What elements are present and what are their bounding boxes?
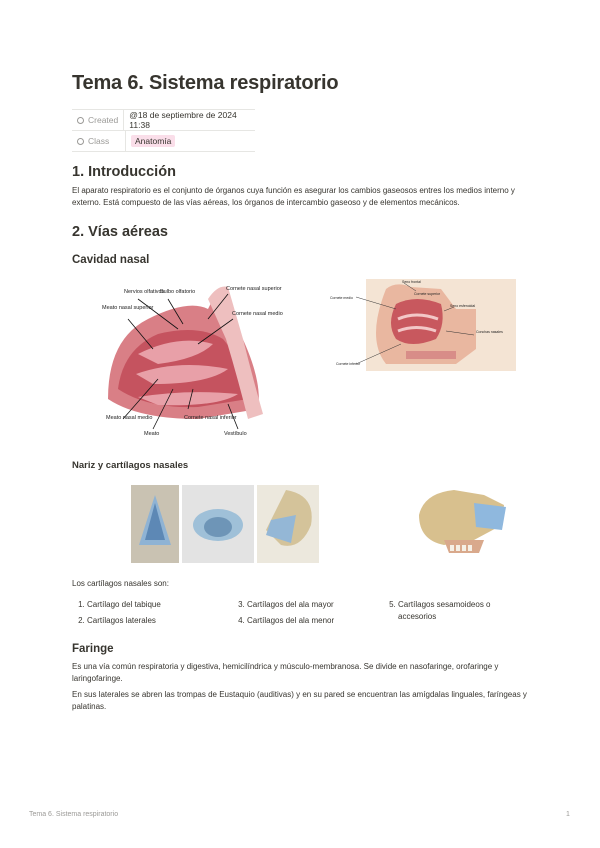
cartilage-list-col2 bbox=[233, 597, 397, 629]
page-title: Tema 6. Sistema respiratorio bbox=[72, 72, 339, 94]
fig1-label: Nervios olfativos bbox=[124, 289, 165, 295]
fig1-label: Cornete nasal medio bbox=[232, 311, 283, 317]
heading-cavidad-nasal: Cavidad nasal bbox=[72, 254, 150, 266]
fig1-label: Cornete nasal inferior bbox=[184, 415, 237, 421]
fig2-label: Cornete medio bbox=[330, 296, 353, 300]
property-row-class bbox=[72, 131, 255, 152]
fig1-label: Bulbo olfatorio bbox=[160, 289, 196, 295]
fig2-label: Cornete inferior bbox=[336, 362, 361, 366]
cartilage-list-col3 bbox=[384, 597, 528, 623]
nasal-cartilage-photos bbox=[131, 485, 319, 563]
list-icon bbox=[77, 138, 84, 145]
property-key: Class bbox=[72, 131, 126, 151]
property-row-created bbox=[72, 110, 255, 131]
fig2-label: Seno esfenoidal bbox=[450, 304, 476, 308]
property-value[interactable] bbox=[126, 136, 175, 146]
heading-faringe: Faringe bbox=[72, 643, 114, 655]
intro-paragraph: El aparato respiratorio es el conjunto de órganos cuya función es asegurar los cambios gaseosos entres los medios interno y externo. Está compuesto de las vías aéreas, los órganos de intercambio gaseoso y de elementos mecánicos. bbox=[72, 186, 515, 207]
list-item: 5. Cartílagos sesamoideos o accesorios bbox=[398, 599, 528, 623]
cartilage-list-col1 bbox=[73, 597, 237, 629]
faringe-paragraph-2: En sus laterales se abren las trompas de Eustaquio (auditivas) y en su pared se encuentran las amígdalas linguales, faríngeas y palatinas. bbox=[72, 690, 527, 711]
property-value[interactable]: @18 de septiembre de 2024 11:38 bbox=[129, 110, 237, 130]
fig1-label: Cornete nasal superior bbox=[226, 286, 282, 292]
fig2-label: Cornete superior bbox=[414, 292, 441, 296]
cartilagos-intro: Los cartílagos nasales son: bbox=[72, 579, 169, 588]
head-section-figure bbox=[326, 279, 516, 371]
heading-nariz-cartilagos: Nariz y cartílagos nasales bbox=[72, 460, 189, 471]
skull-cartilage-figure bbox=[414, 485, 510, 557]
list-item: 3. Cartílagos del ala mayor bbox=[247, 597, 397, 613]
fig1-label: Meato bbox=[144, 431, 160, 437]
list-item: 1. Cartílago del tabique bbox=[87, 597, 237, 613]
fig2-label: Seno frontal bbox=[402, 280, 421, 284]
clock-icon bbox=[77, 117, 84, 124]
fig2-label: Conchas nasales bbox=[476, 330, 503, 334]
properties-table bbox=[72, 109, 255, 152]
fig1-label: Meato nasal superior bbox=[102, 305, 154, 311]
list-item: 4. Cartílagos del ala menor bbox=[247, 613, 397, 629]
fig1-label: Meato nasal medio bbox=[106, 415, 153, 421]
page-number: 1 bbox=[566, 811, 570, 818]
faringe-paragraph-1: Es una vía común respiratoria y digestiva, hemicilíndrica y músculo-membranosa. Se divide en nasofaringe, orofaringe y laringofaringe. bbox=[72, 662, 499, 683]
heading-introduccion: 1. Introducción bbox=[72, 164, 176, 180]
list-item: 2. Cartílagos laterales bbox=[87, 613, 237, 629]
nasal-cavity-figure bbox=[98, 279, 283, 439]
fig1-label: Vestíbulo bbox=[224, 431, 247, 437]
footer-title: Tema 6. Sistema respiratorio bbox=[29, 811, 119, 818]
heading-vias-aereas: 2. Vías aéreas bbox=[72, 224, 168, 240]
property-key: Created bbox=[72, 110, 124, 130]
class-tag[interactable]: Anatomía bbox=[131, 135, 175, 147]
